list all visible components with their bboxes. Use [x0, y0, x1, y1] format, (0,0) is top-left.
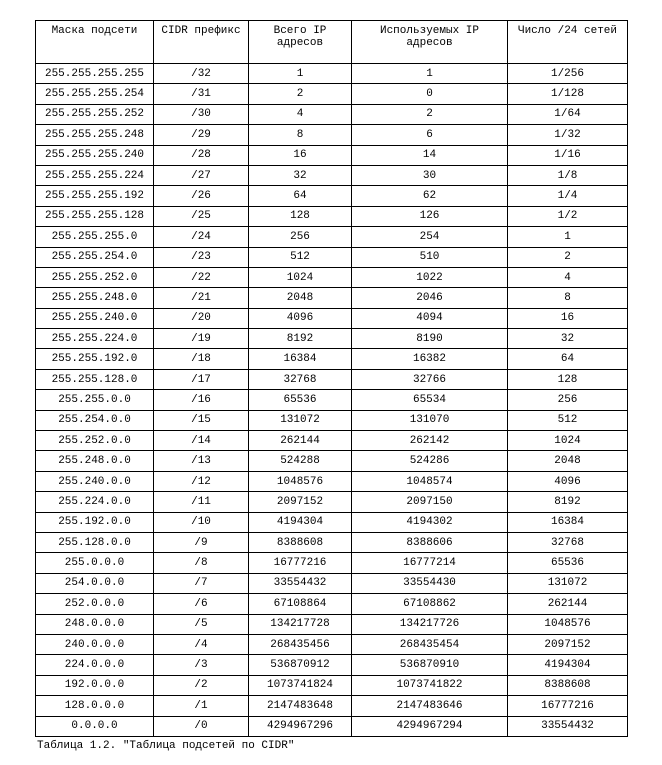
cell-total-ip: 33554432: [249, 573, 352, 593]
cell-subnet-mask: 255.254.0.0: [36, 410, 154, 430]
cell-usable-ip: 33554430: [352, 573, 508, 593]
cell-subnet-mask: 255.255.255.240: [36, 145, 154, 165]
table-row: [36, 369, 628, 389]
cell-usable-ip: 4094: [352, 308, 508, 328]
cell-cidr-prefix: /30: [154, 104, 249, 124]
cell-total-ip: 8: [249, 125, 352, 145]
table-row: [36, 512, 628, 532]
cell-slash24-count: 128: [508, 369, 628, 389]
cell-slash24-count: 1/2: [508, 206, 628, 226]
cell-subnet-mask: 252.0.0.0: [36, 594, 154, 614]
table-row: [36, 165, 628, 185]
cell-subnet-mask: 255.192.0.0: [36, 512, 154, 532]
cell-slash24-count: 1/64: [508, 104, 628, 124]
cell-subnet-mask: 254.0.0.0: [36, 573, 154, 593]
cell-cidr-prefix: /13: [154, 451, 249, 471]
cell-usable-ip: 67108862: [352, 594, 508, 614]
cell-slash24-count: 1/128: [508, 84, 628, 104]
cell-cidr-prefix: /5: [154, 614, 249, 634]
cell-total-ip: 1: [249, 64, 352, 84]
table-row: [36, 145, 628, 165]
cell-cidr-prefix: /15: [154, 410, 249, 430]
header-slash24-count: Число /24 сетей: [508, 21, 628, 64]
cell-usable-ip: 14: [352, 145, 508, 165]
cell-usable-ip: 6: [352, 125, 508, 145]
table-caption: Таблица 1.2. "Таблица подсетей по CIDR": [37, 740, 295, 752]
cell-total-ip: 32768: [249, 369, 352, 389]
table-row: [36, 655, 628, 675]
cell-slash24-count: 2048: [508, 451, 628, 471]
cell-subnet-mask: 0.0.0.0: [36, 716, 154, 736]
cell-subnet-mask: 255.0.0.0: [36, 553, 154, 573]
cell-slash24-count: 16384: [508, 512, 628, 532]
cell-slash24-count: 65536: [508, 553, 628, 573]
table-row: [36, 186, 628, 206]
cell-total-ip: 65536: [249, 390, 352, 410]
cell-slash24-count: 16: [508, 308, 628, 328]
cell-total-ip: 2: [249, 84, 352, 104]
cell-slash24-count: 131072: [508, 573, 628, 593]
table-row: [36, 267, 628, 287]
cell-subnet-mask: 255.255.224.0: [36, 329, 154, 349]
cell-slash24-count: 32: [508, 329, 628, 349]
cell-cidr-prefix: /12: [154, 471, 249, 491]
cell-cidr-prefix: /1: [154, 696, 249, 716]
cell-usable-ip: 126: [352, 206, 508, 226]
cell-slash24-count: 1/32: [508, 125, 628, 145]
cell-slash24-count: 262144: [508, 594, 628, 614]
cell-cidr-prefix: /11: [154, 492, 249, 512]
table-row: [36, 716, 628, 736]
cell-subnet-mask: 255.255.252.0: [36, 267, 154, 287]
cell-slash24-count: 33554432: [508, 716, 628, 736]
cell-usable-ip: 2147483646: [352, 696, 508, 716]
cell-usable-ip: 524286: [352, 451, 508, 471]
cell-subnet-mask: 255.224.0.0: [36, 492, 154, 512]
table-row: [36, 125, 628, 145]
cell-cidr-prefix: /26: [154, 186, 249, 206]
cell-total-ip: 536870912: [249, 655, 352, 675]
cell-subnet-mask: 255.248.0.0: [36, 451, 154, 471]
cell-cidr-prefix: /8: [154, 553, 249, 573]
cell-subnet-mask: 248.0.0.0: [36, 614, 154, 634]
cell-slash24-count: 1/256: [508, 64, 628, 84]
table-row: [36, 492, 628, 512]
cell-subnet-mask: 255.255.0.0: [36, 390, 154, 410]
cell-cidr-prefix: /27: [154, 165, 249, 185]
table-row: [36, 471, 628, 491]
cell-subnet-mask: 255.255.192.0: [36, 349, 154, 369]
cell-total-ip: 4096: [249, 308, 352, 328]
cell-total-ip: 2147483648: [249, 696, 352, 716]
table-row: [36, 573, 628, 593]
cell-total-ip: 268435456: [249, 634, 352, 654]
cell-total-ip: 134217728: [249, 614, 352, 634]
cell-usable-ip: 131070: [352, 410, 508, 430]
cell-cidr-prefix: /32: [154, 64, 249, 84]
cell-total-ip: 512: [249, 247, 352, 267]
cell-subnet-mask: 255.255.254.0: [36, 247, 154, 267]
header-cidr-prefix: CIDR префикс: [154, 21, 249, 64]
cell-slash24-count: 8: [508, 288, 628, 308]
table-row: [36, 84, 628, 104]
cell-slash24-count: 1/8: [508, 165, 628, 185]
cell-usable-ip: 62: [352, 186, 508, 206]
table-row: [36, 614, 628, 634]
cell-cidr-prefix: /10: [154, 512, 249, 532]
cell-cidr-prefix: /18: [154, 349, 249, 369]
cell-subnet-mask: 255.128.0.0: [36, 532, 154, 552]
table-row: [36, 206, 628, 226]
cell-subnet-mask: 255.255.255.248: [36, 125, 154, 145]
cell-total-ip: 1073741824: [249, 675, 352, 695]
cell-total-ip: 64: [249, 186, 352, 206]
cell-usable-ip: 1022: [352, 267, 508, 287]
table-row: [36, 675, 628, 695]
table-row: [36, 634, 628, 654]
cell-slash24-count: 1048576: [508, 614, 628, 634]
cell-slash24-count: 1: [508, 227, 628, 247]
cell-subnet-mask: 255.252.0.0: [36, 431, 154, 451]
header-row: [36, 21, 628, 64]
cell-subnet-mask: 255.255.255.192: [36, 186, 154, 206]
cell-usable-ip: 8190: [352, 329, 508, 349]
cell-usable-ip: 536870910: [352, 655, 508, 675]
cell-subnet-mask: 255.240.0.0: [36, 471, 154, 491]
cell-slash24-count: 32768: [508, 532, 628, 552]
cell-slash24-count: 1024: [508, 431, 628, 451]
cell-total-ip: 131072: [249, 410, 352, 430]
cell-total-ip: 16: [249, 145, 352, 165]
cell-total-ip: 1024: [249, 267, 352, 287]
cell-subnet-mask: 240.0.0.0: [36, 634, 154, 654]
cell-subnet-mask: 255.255.255.0: [36, 227, 154, 247]
cell-cidr-prefix: /0: [154, 716, 249, 736]
table-row: [36, 390, 628, 410]
cell-usable-ip: 16382: [352, 349, 508, 369]
table-row: [36, 696, 628, 716]
cell-cidr-prefix: /31: [154, 84, 249, 104]
cell-usable-ip: 32766: [352, 369, 508, 389]
table-row: [36, 349, 628, 369]
cell-usable-ip: 4194302: [352, 512, 508, 532]
cell-slash24-count: 16777216: [508, 696, 628, 716]
cell-cidr-prefix: /17: [154, 369, 249, 389]
cell-subnet-mask: 255.255.255.128: [36, 206, 154, 226]
header-usable-ip: Используемых IP адресов: [352, 21, 508, 64]
cell-slash24-count: 256: [508, 390, 628, 410]
cell-cidr-prefix: /19: [154, 329, 249, 349]
cell-usable-ip: 1073741822: [352, 675, 508, 695]
cell-cidr-prefix: /24: [154, 227, 249, 247]
cell-usable-ip: 254: [352, 227, 508, 247]
cell-usable-ip: 2: [352, 104, 508, 124]
cell-usable-ip: 268435454: [352, 634, 508, 654]
cell-subnet-mask: 255.255.255.224: [36, 165, 154, 185]
cell-usable-ip: 4294967294: [352, 716, 508, 736]
cell-slash24-count: 2: [508, 247, 628, 267]
table-row: [36, 431, 628, 451]
cell-cidr-prefix: /2: [154, 675, 249, 695]
cell-subnet-mask: 128.0.0.0: [36, 696, 154, 716]
cell-total-ip: 32: [249, 165, 352, 185]
cell-total-ip: 128: [249, 206, 352, 226]
cell-total-ip: 262144: [249, 431, 352, 451]
cell-total-ip: 2048: [249, 288, 352, 308]
cell-subnet-mask: 255.255.255.254: [36, 84, 154, 104]
table-row: [36, 329, 628, 349]
cell-subnet-mask: 224.0.0.0: [36, 655, 154, 675]
cell-usable-ip: 1048574: [352, 471, 508, 491]
cell-cidr-prefix: /14: [154, 431, 249, 451]
cell-total-ip: 67108864: [249, 594, 352, 614]
cell-subnet-mask: 255.255.255.255: [36, 64, 154, 84]
table-row: [36, 227, 628, 247]
cell-slash24-count: 1/4: [508, 186, 628, 206]
subnet-table: [35, 20, 628, 737]
header-total-ip: Всего IP адресов: [249, 21, 352, 64]
table-row: [36, 288, 628, 308]
cell-usable-ip: 2097150: [352, 492, 508, 512]
cell-slash24-count: 4096: [508, 471, 628, 491]
cell-slash24-count: 8388608: [508, 675, 628, 695]
cell-usable-ip: 8388606: [352, 532, 508, 552]
cell-usable-ip: 16777214: [352, 553, 508, 573]
cell-cidr-prefix: /29: [154, 125, 249, 145]
table-row: [36, 532, 628, 552]
table-row: [36, 594, 628, 614]
cell-cidr-prefix: /21: [154, 288, 249, 308]
cell-usable-ip: 1: [352, 64, 508, 84]
table-row: [36, 410, 628, 430]
cell-slash24-count: 64: [508, 349, 628, 369]
cell-subnet-mask: 255.255.255.252: [36, 104, 154, 124]
cell-slash24-count: 4: [508, 267, 628, 287]
cell-total-ip: 1048576: [249, 471, 352, 491]
cell-total-ip: 256: [249, 227, 352, 247]
cell-usable-ip: 134217726: [352, 614, 508, 634]
table-row: [36, 308, 628, 328]
cell-usable-ip: 0: [352, 84, 508, 104]
cell-cidr-prefix: /20: [154, 308, 249, 328]
cell-total-ip: 524288: [249, 451, 352, 471]
cell-usable-ip: 2046: [352, 288, 508, 308]
cell-usable-ip: 262142: [352, 431, 508, 451]
cell-total-ip: 4: [249, 104, 352, 124]
cell-cidr-prefix: /25: [154, 206, 249, 226]
table-row: [36, 451, 628, 471]
cell-slash24-count: 4194304: [508, 655, 628, 675]
table-row: [36, 64, 628, 84]
cell-cidr-prefix: /3: [154, 655, 249, 675]
cell-total-ip: 8192: [249, 329, 352, 349]
cell-cidr-prefix: /28: [154, 145, 249, 165]
cell-cidr-prefix: /7: [154, 573, 249, 593]
cell-subnet-mask: 255.255.248.0: [36, 288, 154, 308]
cell-cidr-prefix: /23: [154, 247, 249, 267]
cell-slash24-count: 512: [508, 410, 628, 430]
table-row: [36, 553, 628, 573]
cell-subnet-mask: 255.255.240.0: [36, 308, 154, 328]
table-row: [36, 247, 628, 267]
cell-usable-ip: 30: [352, 165, 508, 185]
cell-slash24-count: 1/16: [508, 145, 628, 165]
cell-subnet-mask: 255.255.128.0: [36, 369, 154, 389]
table-body: [36, 64, 628, 737]
cell-slash24-count: 8192: [508, 492, 628, 512]
cell-total-ip: 16777216: [249, 553, 352, 573]
cell-cidr-prefix: /16: [154, 390, 249, 410]
cell-cidr-prefix: /4: [154, 634, 249, 654]
cell-total-ip: 4294967296: [249, 716, 352, 736]
cell-total-ip: 2097152: [249, 492, 352, 512]
cell-slash24-count: 2097152: [508, 634, 628, 654]
cell-cidr-prefix: /6: [154, 594, 249, 614]
cell-usable-ip: 65534: [352, 390, 508, 410]
cell-subnet-mask: 192.0.0.0: [36, 675, 154, 695]
cell-total-ip: 8388608: [249, 532, 352, 552]
cell-total-ip: 16384: [249, 349, 352, 369]
table-header: [36, 21, 628, 64]
cell-usable-ip: 510: [352, 247, 508, 267]
cell-cidr-prefix: /9: [154, 532, 249, 552]
cell-total-ip: 4194304: [249, 512, 352, 532]
cell-cidr-prefix: /22: [154, 267, 249, 287]
table-row: [36, 104, 628, 124]
header-subnet-mask: Маска подсети: [36, 21, 154, 64]
